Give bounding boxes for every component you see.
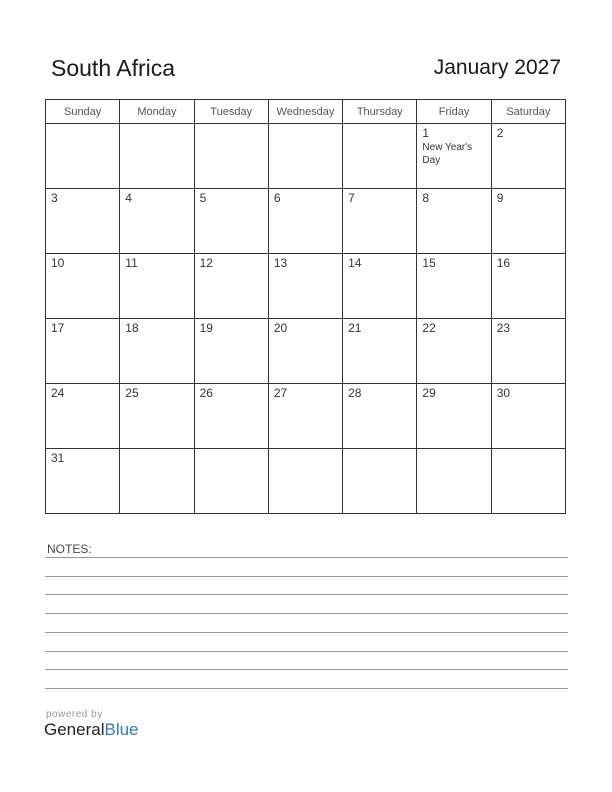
calendar-day-cell: [46, 384, 120, 449]
calendar-day-cell: [194, 384, 268, 449]
calendar-day-cell: [343, 319, 417, 384]
calendar-day-cell: [343, 254, 417, 319]
calendar-day-cell: [46, 124, 120, 189]
weekday-header: Saturday: [491, 100, 565, 124]
day-number: 18: [125, 321, 139, 335]
calendar-day-cell: [417, 124, 491, 189]
calendar-day-cell: [491, 124, 565, 189]
day-number: 31: [51, 451, 65, 465]
day-number: 2: [496, 126, 504, 140]
calendar-day-cell: [194, 319, 268, 384]
day-number: 12: [199, 256, 213, 270]
calendar-day-cell: [491, 384, 565, 449]
calendar-week-row: [46, 449, 566, 514]
calendar-grid: [45, 99, 566, 514]
weekday-header-row: [46, 100, 566, 124]
calendar-day-cell: [491, 189, 565, 254]
day-number: 10: [51, 256, 65, 270]
calendar-day-cell: [194, 189, 268, 254]
day-number: [417, 449, 490, 451]
calendar-day-cell: [120, 254, 194, 319]
calendar-month-title: January 2027: [433, 56, 561, 79]
calendar-day-cell: [46, 449, 120, 514]
calendar-day-cell: [120, 319, 194, 384]
calendar-day-cell: [417, 254, 491, 319]
calendar-week-row: [46, 124, 566, 189]
day-number: [343, 124, 416, 126]
weekday-header: Thursday: [343, 100, 417, 124]
calendar-day-cell: [120, 189, 194, 254]
day-number: [120, 124, 193, 126]
calendar-body: [46, 124, 566, 514]
calendar-day-cell: [46, 254, 120, 319]
calendar-day-cell: [417, 384, 491, 449]
holiday-event: New Year's Day: [422, 142, 473, 166]
note-line: [45, 594, 568, 595]
day-number: 6: [273, 191, 281, 205]
day-number: 30: [496, 386, 511, 400]
calendar-day-cell: [417, 449, 491, 514]
calendar-week-row: [46, 254, 566, 319]
day-number: 24: [51, 386, 65, 400]
day-number: 14: [348, 256, 362, 270]
weekday-header: Monday: [120, 100, 194, 124]
calendar-day-cell: [46, 189, 120, 254]
day-number: 7: [348, 191, 355, 205]
note-line: [45, 576, 568, 577]
day-number: 25: [125, 386, 139, 400]
calendar-day-cell: [194, 254, 268, 319]
notes-label: NOTES:: [47, 542, 92, 556]
calendar-day-cell: [417, 189, 491, 254]
calendar-day-cell: [268, 189, 342, 254]
day-number: 27: [273, 386, 288, 400]
day-number: 26: [199, 386, 213, 400]
day-number: 1: [422, 126, 430, 140]
calendar-day-cell: [343, 124, 417, 189]
calendar-day-cell: [268, 319, 342, 384]
day-number: [120, 449, 193, 451]
note-line: [45, 669, 568, 670]
day-number: [195, 449, 268, 451]
day-number: 23: [496, 321, 511, 335]
calendar-week-row: [46, 384, 566, 449]
day-number: 20: [273, 321, 288, 335]
day-number: 3: [51, 191, 58, 205]
calendar-day-cell: [120, 124, 194, 189]
weekday-header: Sunday: [46, 100, 120, 124]
calendar-day-cell: [120, 384, 194, 449]
note-line: [45, 651, 568, 652]
calendar-day-cell: [46, 319, 120, 384]
day-number: [195, 124, 268, 126]
day-number: 29: [422, 386, 436, 400]
day-number: 9: [496, 191, 504, 205]
day-number: 17: [51, 321, 65, 335]
calendar-day-cell: [268, 124, 342, 189]
calendar-week-row: [46, 319, 566, 384]
calendar-day-cell: [194, 124, 268, 189]
brand-general: General: [44, 720, 105, 739]
calendar-day-cell: [194, 449, 268, 514]
brand-blue: Blue: [104, 720, 139, 739]
day-number: [492, 449, 565, 451]
calendar-day-cell: [491, 319, 565, 384]
powered-by-text: powered by: [46, 709, 103, 720]
day-number: 19: [199, 321, 213, 335]
brand-logo: [44, 720, 139, 740]
calendar-day-cell: [343, 189, 417, 254]
calendar-country-title: South Africa: [51, 55, 176, 81]
note-line: [45, 613, 568, 614]
weekday-header: Wednesday: [268, 100, 342, 124]
day-number: 16: [496, 256, 511, 270]
calendar-day-cell: [120, 449, 194, 514]
day-number: 15: [422, 256, 436, 270]
day-number: 5: [199, 191, 207, 205]
day-number: 13: [273, 256, 288, 270]
calendar-day-cell: [343, 449, 417, 514]
calendar-day-cell: [268, 384, 342, 449]
day-number: 22: [422, 321, 436, 335]
calendar-day-cell: [268, 254, 342, 319]
note-line: [45, 632, 568, 633]
note-line: [45, 688, 568, 689]
day-number: 28: [348, 386, 362, 400]
calendar-day-cell: [491, 449, 565, 514]
day-number: 11: [125, 256, 138, 270]
calendar-day-cell: [417, 319, 491, 384]
day-number: [269, 124, 342, 126]
calendar-day-cell: [343, 384, 417, 449]
day-number: 8: [422, 191, 430, 205]
calendar-day-cell: [491, 254, 565, 319]
calendar-day-cell: [268, 449, 342, 514]
day-number: [269, 449, 342, 451]
weekday-header: Tuesday: [194, 100, 268, 124]
day-number: [46, 124, 119, 126]
day-number: 21: [348, 321, 362, 335]
note-line: [45, 557, 568, 558]
day-number: 4: [125, 191, 132, 205]
calendar-week-row: [46, 189, 566, 254]
day-number: [343, 449, 416, 451]
weekday-header: Friday: [417, 100, 491, 124]
